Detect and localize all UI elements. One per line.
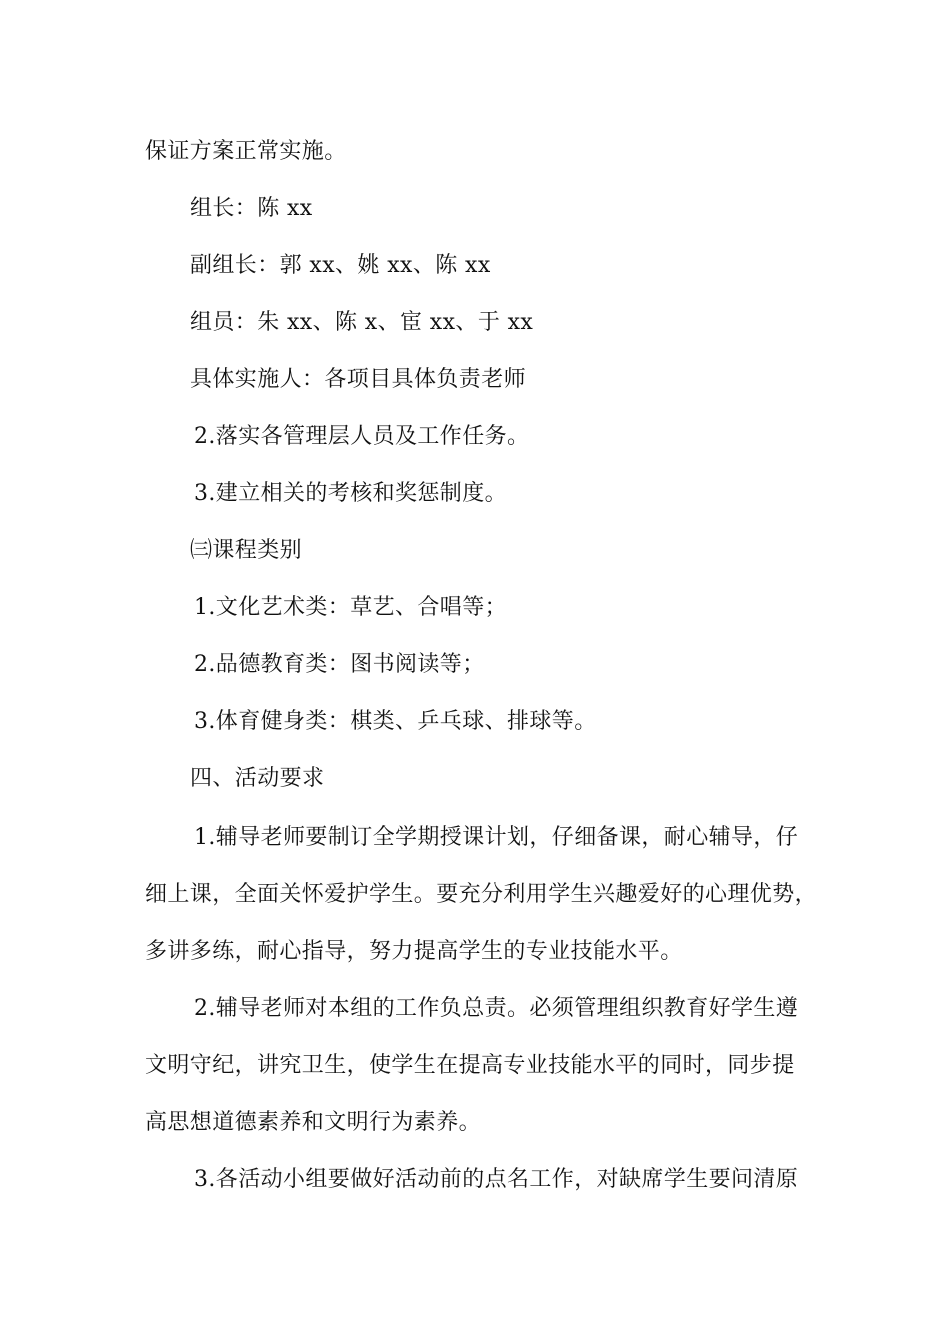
- paragraph-line: 高思想道德素养和文明行为素养。: [145, 1110, 482, 1135]
- paragraph-line: 2.辅导老师对本组的工作负总责。必须管理组织教育好学生遵: [194, 996, 799, 1021]
- paragraph-line: 细上课，全面关怀爱护学生。要充分利用学生兴趣爱好的心理优势，: [145, 882, 818, 907]
- paragraph-line: 副组长：郭 xx、姚 xx、陈 xx: [190, 253, 491, 278]
- paragraph-line: 多讲多练，耐心指导，努力提高学生的专业技能水平。: [145, 939, 683, 964]
- paragraph-line: 3.各活动小组要做好活动前的点名工作，对缺席学生要问清原: [194, 1167, 799, 1192]
- paragraph-line: 2.落实各管理层人员及工作任务。: [194, 424, 530, 449]
- paragraph-line: 具体实施人：各项目具体负责老师: [190, 367, 527, 392]
- paragraph-line: 保证方案正常实施。: [145, 139, 347, 164]
- paragraph-line: 组员：朱 xx、陈 x、宦 xx、于 xx: [190, 310, 534, 335]
- paragraph-line: 3.建立相关的考核和奖惩制度。: [194, 481, 507, 506]
- paragraph-line: 3.体育健身类：棋类、乒乓球、排球等。: [194, 709, 597, 734]
- paragraph-line: 组长：陈 xx: [190, 196, 313, 221]
- paragraph-line: 文明守纪，讲究卫生，使学生在提高专业技能水平的同时，同步提: [145, 1053, 795, 1078]
- paragraph-line: 1.文化艺术类：草艺、合唱等；: [194, 595, 507, 620]
- section-heading: ㈢课程类别: [190, 538, 303, 563]
- paragraph-line: 2.品德教育类：图书阅读等；: [194, 652, 485, 677]
- section-heading: 四、活动要求: [190, 766, 325, 791]
- paragraph-line: 1.辅导老师要制订全学期授课计划，仔细备课，耐心辅导，仔: [194, 825, 799, 850]
